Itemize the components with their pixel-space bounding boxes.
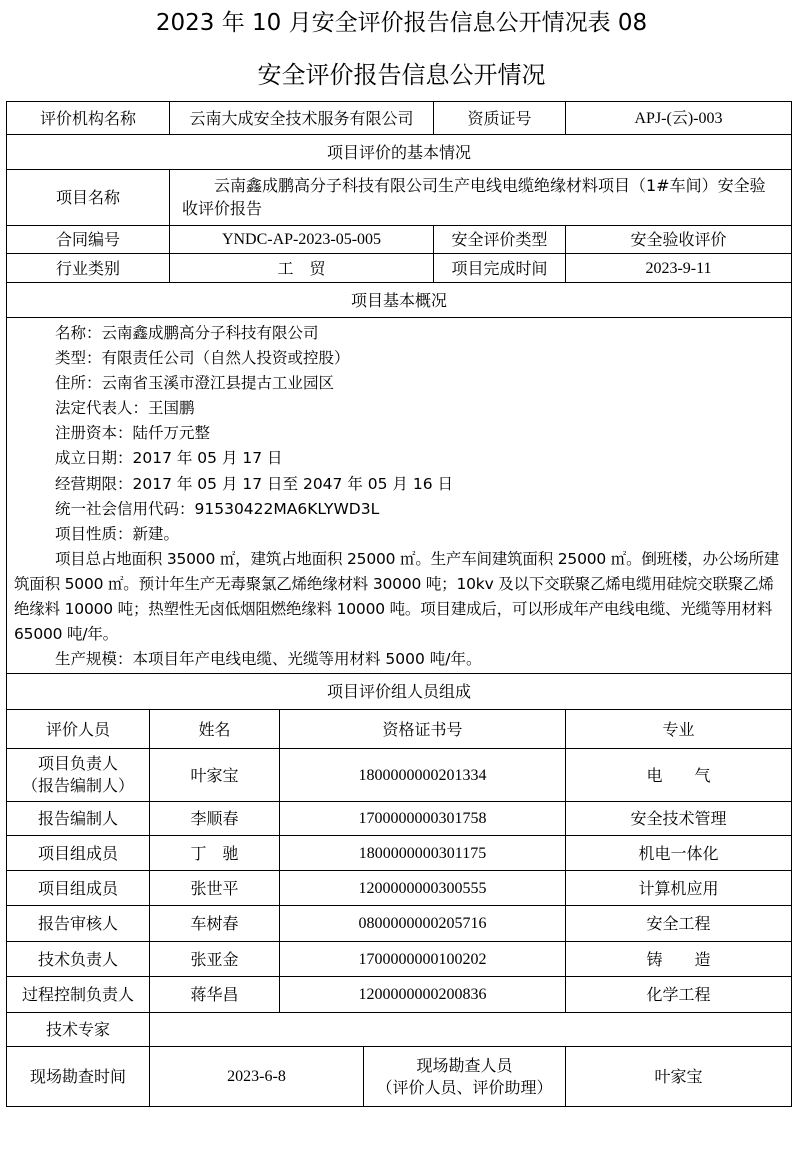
team-major: 铸 造 — [565, 941, 792, 977]
cert-value: APJ-(云)-003 — [565, 101, 792, 135]
team-cert-number: 1200000000300555 — [279, 870, 566, 906]
team-person-name: 张世平 — [149, 870, 280, 906]
contract-label: 合同编号 — [6, 225, 170, 254]
team-cert-number: 1200000000200836 — [279, 976, 566, 1013]
overview-paragraph: 项目总占地面积 35000 ㎡，建筑占地面积 25000 ㎡。生产车间建筑面积 25000 ㎡。倒班楼，办公场所建筑面积 5000 ㎡。预计年生产无毒聚氯乙烯绝缘材料 30000 吨；10kv 及以下交联聚乙烯电缆用硅烷交联聚乙烯绝缘料 10000 吨；热塑性无卤低烟阻燃绝缘料 10000 吨。项目建成后，可以形成年产电线电缆、光缆等用材料 65000 吨/年。 — [14, 549, 780, 644]
team-person-name: 车树春 — [149, 905, 280, 942]
team-section-title: 项目评价组人员组成 — [6, 673, 792, 710]
site-staff-label: 现场勘查人员 （评价人员、评价助理） — [363, 1046, 566, 1107]
team-cert-number: 1700000000301758 — [279, 801, 566, 836]
project-name-value: 云南鑫成鹏高分子科技有限公司生产电线电缆绝缘材料项目（1#车间）安全验收评价报告 — [169, 169, 792, 226]
industry-label: 行业类别 — [6, 253, 170, 283]
team-header-major: 专业 — [565, 709, 792, 749]
team-cert-number: 1700000000100202 — [279, 941, 566, 977]
industry-value: 工 贸 — [169, 253, 434, 283]
org-value: 云南大成安全技术服务有限公司 — [169, 101, 434, 135]
overview-line: 注册资本：陆仟万元整 — [55, 424, 211, 443]
team-person-name: 丁 驰 — [149, 835, 280, 871]
document-title: 2023 年 10 月安全评价报告信息公开情况表 08 — [155, 10, 648, 36]
overview-line: 法定代表人：王国鹏 — [55, 399, 195, 418]
overview-line: 经营期限：2017 年 05 月 17 日至 2047 年 05 月 16 日 — [55, 474, 453, 493]
completion-label: 项目完成时间 — [433, 253, 566, 283]
team-role: 技术负责人 — [6, 941, 150, 977]
expert-value — [149, 1012, 792, 1047]
overview-line: 类型：有限责任公司（自然人投资或控股） — [55, 349, 350, 368]
overview-body — [6, 317, 792, 674]
eval-type-value: 安全验收评价 — [565, 225, 792, 254]
overview-line: 住所：云南省玉溪市澄江县提古工业园区 — [55, 374, 335, 393]
expert-label: 技术专家 — [6, 1012, 150, 1047]
production-scale: 生产规模：本项目年产电线电缆、光缆等用材料 5000 吨/年。 — [55, 650, 482, 669]
org-label: 评价机构名称 — [6, 101, 170, 135]
team-person-name: 蒋华昌 — [149, 976, 280, 1013]
overview-line: 统一社会信用代码：91530422MA6KLYWD3L — [55, 499, 380, 518]
eval-type-label: 安全评价类型 — [433, 225, 566, 254]
team-major: 化学工程 — [565, 976, 792, 1013]
team-header-cert: 资格证书号 — [279, 709, 566, 749]
team-major: 安全技术管理 — [565, 801, 792, 836]
team-major: 电 气 — [565, 748, 792, 802]
team-role: 过程控制负责人 — [6, 976, 150, 1013]
team-role: 项目组成员 — [6, 870, 150, 906]
team-role: 项目负责人 （报告编制人） — [6, 748, 150, 802]
overview-line: 项目性质：新建。 — [55, 524, 180, 543]
team-role: 报告编制人 — [6, 801, 150, 836]
site-staff-value: 叶家宝 — [565, 1046, 792, 1107]
team-person-name: 叶家宝 — [149, 748, 280, 802]
table-title: 安全评价报告信息公开情况 — [257, 61, 546, 89]
team-major: 安全工程 — [565, 905, 792, 942]
overview-line: 成立日期：2017 年 05 月 17 日 — [55, 449, 283, 468]
team-person-name: 李顺春 — [149, 801, 280, 836]
basic-section-title: 项目评价的基本情况 — [6, 134, 792, 170]
team-major: 计算机应用 — [565, 870, 792, 906]
contract-value: YNDC-AP-2023-05-005 — [169, 225, 434, 254]
team-cert-number: 1800000000301175 — [279, 835, 566, 871]
site-time-label: 现场勘查时间 — [6, 1046, 150, 1107]
team-header-role: 评价人员 — [6, 709, 150, 749]
cert-label: 资质证号 — [433, 101, 566, 135]
overview-line: 名称：云南鑫成鹏高分子科技有限公司 — [55, 324, 319, 342]
team-role: 报告审核人 — [6, 905, 150, 942]
completion-value: 2023-9-11 — [565, 253, 792, 283]
overview-section-title: 项目基本概况 — [6, 282, 792, 318]
site-time-value: 2023-6-8 — [149, 1046, 364, 1107]
team-person-name: 张亚金 — [149, 941, 280, 977]
team-header-name: 姓名 — [149, 709, 280, 749]
team-role: 项目组成员 — [6, 835, 150, 871]
project-name-label: 项目名称 — [6, 169, 170, 226]
team-major: 机电一体化 — [565, 835, 792, 871]
team-cert-number: 1800000000201334 — [279, 748, 566, 802]
team-cert-number: 0800000000205716 — [279, 905, 566, 942]
